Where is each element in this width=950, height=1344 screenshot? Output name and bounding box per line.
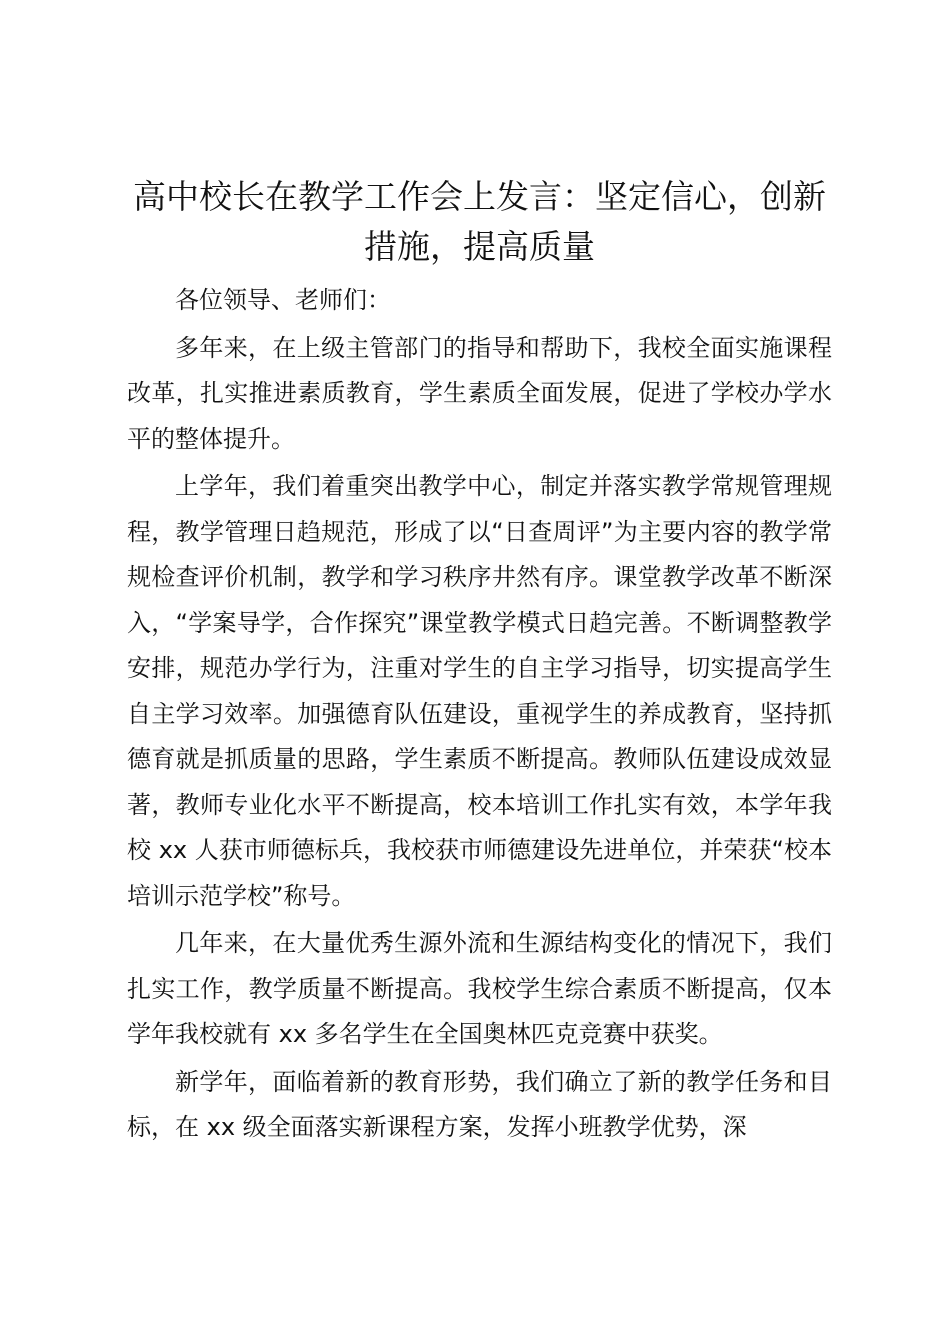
paragraph-1: 多年来，在上级主管部门的指导和帮助下，我校全面实施课程改革，扎实推进素质教育，学生素质全面发展，促进了学校办学水平的整体提升。 — [127, 333, 832, 453]
paragraph-4: 新学年，面临着新的教育形势，我们确立了新的教学任务和目标，在 xx 级全面落实新课程方案，发挥小班教学优势，深 — [127, 1067, 832, 1141]
document-body — [127, 278, 832, 1151]
document-page — [127, 172, 832, 1153]
document-title: 高中校长在教学工作会上发言：坚定信心，创新措施，提高质量 — [133, 177, 826, 266]
salutation: 各位领导、老师们： — [175, 286, 391, 314]
paragraph-3: 几年来，在大量优秀生源外流和生源结构变化的情况下，我们扎实工作，教学质量不断提高。我校学生综合素质不断提高，仅本学年我校就有 xx 多名学生在全国奥林匹克竞赛中获奖。 — [127, 929, 832, 1048]
paragraph-2: 上学年，我们着重突出教学中心，制定并落实教学常规管理规程，教学管理日趋规范，形成了以“日查周评”为主要内容的教学常规检查评价机制，教学和学习秩序井然有序。课堂教学改革不断深入，“学案导学，合作探究”课堂教学模式日趋完善。不断调整教学安排，规范办学行为，注重对学生的自主学习指导，切实提高学生自主学习效率。加强德育队伍建设，重视学生的养成教育，坚持抓德育就是抓质量的思路，学生素质不断提高。教师队伍建设成效显著，教师专业化水平不断提高，校本培训工作扎实有效，本学年我校 xx 人获市师德标兵，我校获市师德建设先进单位，并荣获“校本培训示范学校”称号。 — [127, 472, 832, 910]
